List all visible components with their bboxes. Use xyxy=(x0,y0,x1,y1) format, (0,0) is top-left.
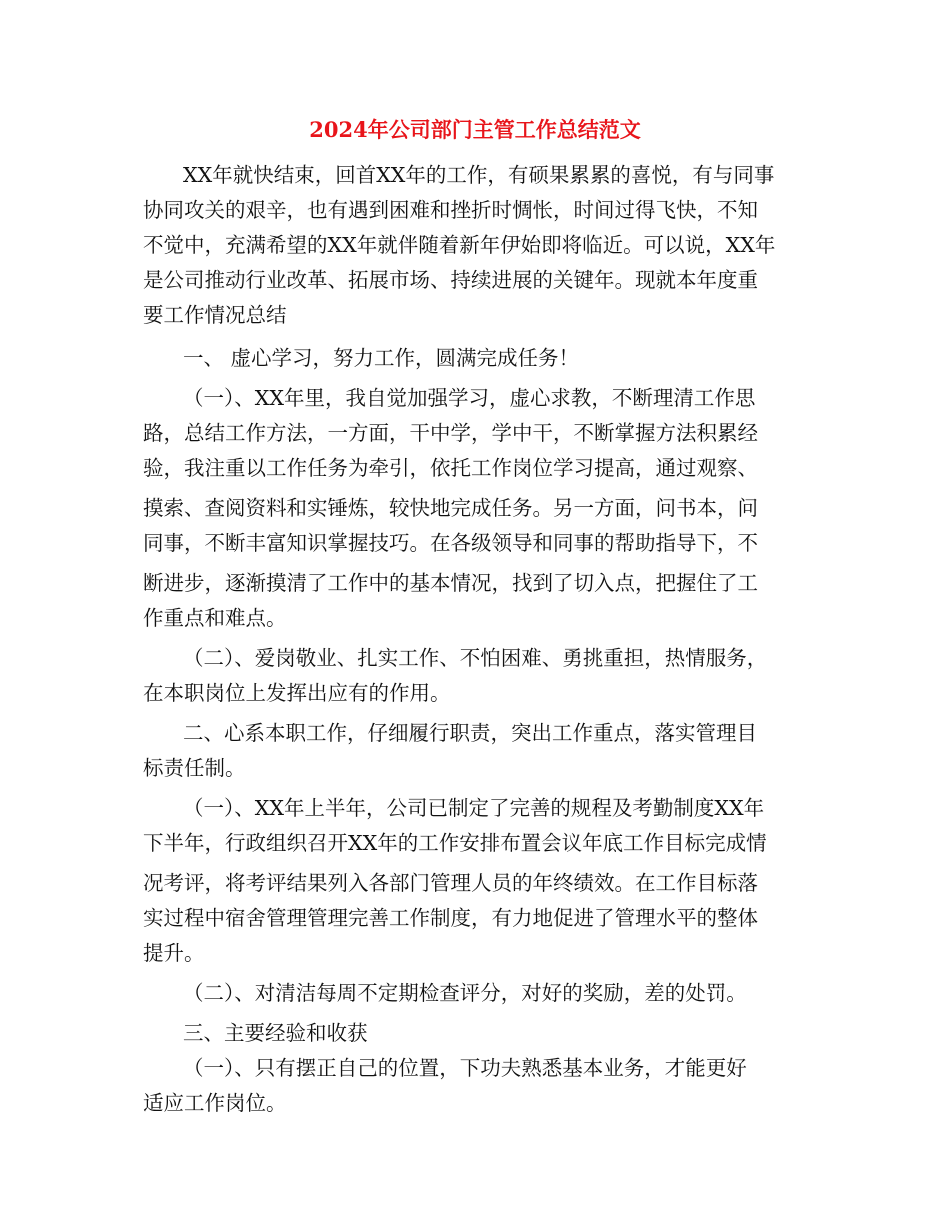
section-heading: 三、主要经验和收获 xyxy=(183,1021,368,1045)
paragraph-line: （一）、只有摆正自己的位置，下功夫熟悉基本业务，才能更好 xyxy=(183,1056,747,1080)
paragraph-line: （一）、XX年里，我自觉加强学习，虚心求教，不断理清工作思 xyxy=(183,386,756,410)
paragraph-line: 要工作情况总结 xyxy=(143,303,287,327)
document-title: 2024年公司部门主管工作总结范文 xyxy=(309,117,641,142)
paragraph-line: 标责任制。 xyxy=(143,756,246,780)
paragraph-line: （二）、爱岗敬业、扎实工作、不怕困难、勇挑重担，热情服务， xyxy=(183,646,768,670)
paragraph-line: 作重点和难点。 xyxy=(143,606,287,630)
paragraph-line: 同事，不断丰富知识掌握技巧。在各级领导和同事的帮助指导下，不 xyxy=(143,531,758,555)
paragraph-line: 下半年，行政组织召开XX年的工作安排布置会议年底工作目标完成情 xyxy=(143,831,767,855)
paragraph-line: 提升。 xyxy=(143,941,205,965)
paragraph-line: （一）、XX年上半年，公司已制定了完善的规程及考勤制度XX年 xyxy=(183,796,765,820)
paragraph-line: 在本职岗位上发挥出应有的作用。 xyxy=(143,681,451,705)
paragraph-line: 不觉中，充满希望的XX年就伴随着新年伊始即将临近。可以说，XX年 xyxy=(143,233,776,257)
paragraph-line: 路，总结工作方法，一方面，干中学，学中干，不断掌握方法积累经 xyxy=(143,421,758,445)
paragraph-line: （二）、对清洁每周不定期检查评分，对好的奖励，差的处罚。 xyxy=(183,981,747,1005)
paragraph-line: 适应工作岗位。 xyxy=(143,1091,287,1115)
section-heading: 二、心系本职工作，仔细履行职责，突出工作重点，落实管理目 xyxy=(183,721,757,745)
paragraph-line: 验，我注重以工作任务为牵引，依托工作岗位学习提高，通过观察、 xyxy=(143,456,758,480)
paragraph-line: 是公司推动行业改革、拓展市场、持续进展的关键年。现就本年度重 xyxy=(143,268,758,292)
paragraph-line: 况考评，将考评结果列入各部门管理人员的年终绩效。在工作目标落 xyxy=(143,871,758,895)
paragraph-line: 摸索、查阅资料和实锤炼，较快地完成任务。另一方面，问书本，问 xyxy=(143,496,758,520)
paragraph-line: 协同攻关的艰辛，也有遇到困难和挫折时惆怅，时间过得飞快，不知 xyxy=(143,198,758,222)
paragraph-line: XX年就快结束，回首XX年的工作，有硕果累累的喜悦，有与同事 xyxy=(183,163,775,187)
paragraph-line: 断进步，逐渐摸清了工作中的基本情况，找到了切入点，把握住了工 xyxy=(143,571,758,595)
section-heading: 一、 虚心学习，努力工作，圆满完成任务！ xyxy=(183,346,580,370)
paragraph-line: 实过程中宿舍管理管理完善工作制度，有力地促进了管理水平的整体 xyxy=(143,906,758,930)
